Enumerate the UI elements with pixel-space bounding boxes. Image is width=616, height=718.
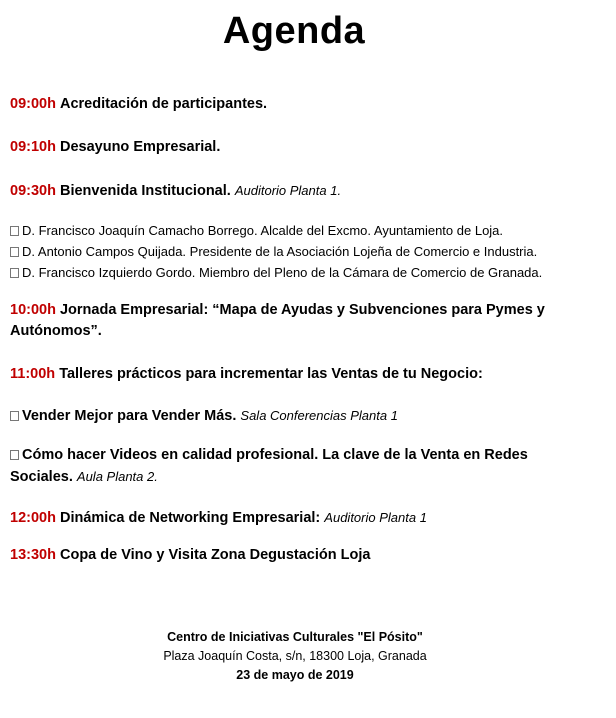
agenda-item <box>10 300 590 342</box>
bullet-icon <box>10 247 19 257</box>
bullet-icon <box>10 450 19 460</box>
agenda-text: Acreditación de participantes. <box>59 96 268 112</box>
agenda-time: 09:10h <box>10 139 56 155</box>
workshop-item <box>10 445 590 488</box>
agenda-location: Auditorio Planta 1. <box>234 183 342 198</box>
workshop-text: Vender Mejor para Vender Más. <box>22 408 237 424</box>
agenda-text: Copa de Vino y Visita Zona Degustación Loja <box>59 547 371 563</box>
agenda-text: Bienvenida Institucional. <box>59 183 231 199</box>
bullet-icon <box>10 226 19 236</box>
workshop-text-cont: Sociales. <box>10 469 73 485</box>
agenda-item <box>10 137 590 158</box>
agenda-item <box>10 507 590 529</box>
workshop-item <box>10 405 590 427</box>
workshop-location: Aula Planta 2. <box>76 469 158 484</box>
footer-date: 23 de mayo de 2019 <box>236 668 354 682</box>
agenda-text: Jornada Empresarial: “Mapa de Ayudas y Subvenciones para Pymes y <box>59 302 545 318</box>
agenda-time: 09:30h <box>10 183 56 199</box>
speaker-item <box>10 220 590 241</box>
agenda-item <box>10 545 590 566</box>
bullet-icon <box>10 411 19 421</box>
agenda-time: 09:00h <box>10 96 56 112</box>
agenda-text-cont: Autónomos”. <box>10 323 102 339</box>
speaker-text: D. Francisco Izquierdo Gordo. Miembro del Pleno de la Cámara de Comercio de Granada. <box>22 265 543 280</box>
footer-venue: Centro de Iniciativas Culturales "El Pósito" <box>167 630 423 644</box>
speaker-item <box>10 241 590 262</box>
speaker-item <box>10 262 590 283</box>
agenda-time: 10:00h <box>10 302 56 318</box>
footer <box>0 628 590 685</box>
speaker-text: D. Francisco Joaquín Camacho Borrego. Alcalde del Excmo. Ayuntamiento de Loja. <box>22 223 504 238</box>
workshop-text: Cómo hacer Videos en calidad profesional. La clave de la Venta en Redes <box>22 447 528 463</box>
agenda-item <box>10 94 590 115</box>
bullet-icon <box>10 268 19 278</box>
agenda-time: 12:00h <box>10 510 56 526</box>
agenda-item <box>10 364 590 385</box>
page-title: Agenda <box>222 10 366 52</box>
footer-address: Plaza Joaquín Costa, s/n, 18300 Loja, Granada <box>163 649 427 663</box>
agenda-location: Auditorio Planta 1 <box>324 510 427 525</box>
workshop-location: Sala Conferencias Planta 1 <box>240 408 398 423</box>
agenda-text: Talleres prácticos para incrementar las Ventas de tu Negocio: <box>59 366 483 382</box>
agenda-time: 11:00h <box>10 366 56 382</box>
agenda-item <box>10 180 590 202</box>
speaker-text: D. Antonio Campos Quijada. Presidente de la Asociación Lojeña de Comercio e Industria. <box>22 244 538 259</box>
agenda-time: 13:30h <box>10 547 56 563</box>
agenda-text: Desayuno Empresarial. <box>59 139 221 155</box>
agenda-text: Dinámica de Networking Empresarial: <box>59 510 321 526</box>
